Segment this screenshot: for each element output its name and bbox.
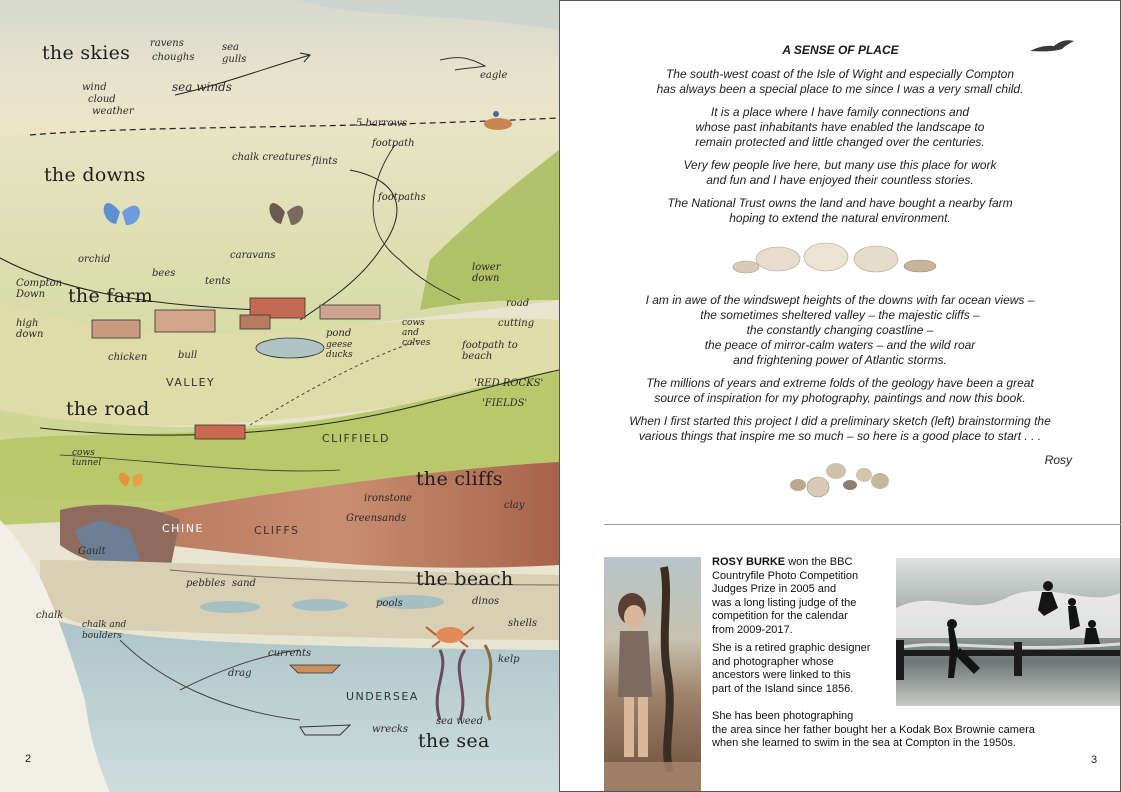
text-line: I am in awe of the windswept heights of the downs with far ocean views – [645, 293, 1035, 307]
label-the-cliffs: the cliffs [416, 468, 503, 490]
label-footpath-to-beach: footpath to beach [462, 340, 518, 362]
label-choughs: choughs [152, 52, 195, 63]
label-geese-ducks: geese ducks [326, 340, 353, 360]
label-pond: pond [326, 328, 352, 339]
label-cows-and-calves: cows and calves [402, 318, 431, 348]
bio-line: the area since her father bought her a Kodak Box Brownie camera [712, 723, 1035, 736]
top-paras-paragraph [590, 158, 1090, 188]
text-line: and frightening power of Atlantic storms. [733, 353, 947, 367]
bio-line: ancestors were linked to this [712, 669, 851, 681]
label-chalk-and-boulders: chalk and boulders [82, 620, 127, 641]
label-5-barrows: 5 barrows [356, 118, 408, 129]
text-line: the constantly changing coastline – [746, 323, 934, 337]
label-kelp: kelp [498, 654, 520, 665]
text-line: It is a place where I have family connections and [710, 105, 970, 119]
main-paragraphs [590, 293, 1090, 444]
page-number-left: 2 [25, 753, 32, 765]
label-gault: Gault [78, 546, 106, 557]
text-line: source of inspiration for my photography, paintings and now this book. [654, 391, 1026, 405]
label-chicken: chicken [108, 352, 148, 363]
section-divider [604, 524, 1121, 525]
label-currents: currents [268, 648, 312, 659]
label-shells: shells [508, 618, 538, 629]
text-line: various things that inspire me so much – so here is a good place to start . . . [638, 429, 1042, 443]
label-valley: VALLEY [166, 376, 216, 389]
label-pools: pools [376, 598, 403, 609]
bio-paragraph-1 [712, 570, 902, 638]
label-sea-weed: sea weed [436, 716, 483, 727]
photo-child-with-seaweed [604, 557, 701, 791]
bio-line: She is a retired graphic designer [712, 642, 871, 654]
right-page-text [560, 0, 1121, 792]
label-pebbles: pebbles [186, 578, 226, 589]
label-wind: wind [82, 82, 107, 93]
label-bull: bull [178, 350, 198, 361]
bio-name: ROSY BURKE [712, 556, 786, 568]
label-bees: bees [152, 268, 176, 279]
text-line: and fun and I have enjoyed their countless stories. [706, 173, 974, 187]
label-cloud: cloud [88, 94, 116, 105]
text-line: the sometimes sheltered valley – the majestic cliffs – [700, 308, 980, 322]
label-dinos: dinos [472, 596, 500, 607]
label-the-beach: the beach [416, 568, 514, 590]
top-paras-paragraph [590, 67, 1090, 97]
bottom-paras-paragraph [590, 293, 1090, 368]
page-title: A SENSE OF PLACE [782, 43, 899, 57]
bottom-paras-paragraph [590, 414, 1090, 444]
bio-block-2 [712, 710, 1092, 751]
label-caravans: caravans [230, 250, 276, 261]
label-chalk-creatures: chalk creatures [232, 152, 311, 163]
bio-block-1 [712, 556, 902, 696]
bio-line: was a long listing judge of the [712, 596, 857, 609]
label-flints: flints [312, 156, 338, 167]
label-the-farm: the farm [68, 285, 154, 307]
shells-cluster-illustration [788, 459, 898, 499]
bio-line: part of the Island since 1856. [712, 682, 854, 695]
text-line: The south-west coast of the Isle of Wight and especially Compton [665, 67, 1015, 81]
label-drag: drag [228, 668, 252, 679]
page-number-right: 3 [1091, 754, 1098, 766]
label-fields: 'FIELDS' [482, 398, 528, 409]
label-cliffield: CLIFFIELD [322, 432, 391, 445]
label-chalk: chalk [36, 610, 64, 621]
text-line: hoping to extend the natural environment. [729, 211, 951, 225]
text-line: Very few people live here, but many use this place for work [683, 158, 997, 172]
bio-paragraph-2 [712, 642, 902, 696]
text-line: The National Trust owns the land and have bought a nearby farm [667, 196, 1013, 210]
shells-row-top-illustration [730, 239, 940, 275]
label-ravens: ravens [150, 38, 184, 49]
label-ironstone: ironstone [364, 493, 412, 504]
bio-line: Countryfile Photo Competition [712, 569, 859, 582]
label-orchid: orchid [78, 254, 111, 265]
label-sea: sea [222, 42, 240, 53]
signature: Rosy [1044, 453, 1072, 467]
label-cliffs-caps: CLIFFS [254, 524, 300, 537]
label-eagle: eagle [480, 70, 508, 81]
top-paras-paragraph [590, 196, 1090, 226]
label-greensands: Greensands [346, 513, 407, 524]
label-cutting: cutting [498, 318, 535, 329]
label-weather: weather [92, 106, 134, 117]
photo-surf-waves [896, 558, 1120, 706]
bottom-paras-paragraph [590, 376, 1090, 406]
label-compton-down: Compton Down [16, 278, 63, 300]
label-road: road [506, 298, 530, 309]
left-page-sketch-map [0, 0, 559, 792]
label-cows-tunnel: cows tunnel [72, 448, 102, 468]
text-line: The millions of years and extreme folds of the geology have been a great [646, 376, 1034, 390]
top-paras-paragraph [590, 105, 1090, 150]
sketch-map-illustration [0, 0, 559, 792]
label-footpath: footpath [372, 138, 415, 149]
label-the-skies: the skies [42, 42, 131, 64]
text-line: whose past inhabitants have enabled the landscape to [695, 120, 985, 134]
text-line: has always been a special place to me since I was a very small child. [656, 82, 1024, 96]
label-red-rocks: 'RED ROCKS' [474, 378, 544, 389]
bio-line: She has been photographing [712, 710, 854, 722]
bird-icon [1028, 37, 1076, 57]
bio-paragraph-3 [712, 710, 1092, 751]
label-the-downs: the downs [44, 164, 146, 186]
bio-line-intro: won the BBC [785, 556, 853, 568]
label-chine: CHINE [162, 522, 204, 535]
text-line: remain protected and little changed over the centuries. [695, 135, 985, 149]
bio-line: Judges Prize in 2005 and [712, 583, 837, 595]
label-lower-down: lower down [472, 262, 501, 284]
text-line: the peace of mirror-calm waters – and the wild roar [704, 338, 976, 352]
text-line: When I first started this project I did a preliminary sketch (left) brainstorming the [629, 414, 1051, 428]
bio-line: from 2009-2017. [712, 623, 793, 636]
label-sand: sand [232, 578, 256, 589]
label-clay: clay [504, 500, 525, 511]
label-the-road: the road [66, 398, 150, 420]
label-footpaths: footpaths [378, 192, 426, 203]
label-the-sea: the sea [418, 730, 490, 752]
bio-line: when she learned to swim in the sea at Compton in the 1950s. [712, 737, 1016, 749]
label-gulls: gulls [222, 54, 247, 65]
bio-line: competition for the calendar [712, 610, 848, 622]
label-wrecks: wrecks [372, 724, 409, 735]
bio-line: and photographer whose [712, 655, 834, 668]
label-undersea: UNDERSEA [346, 690, 419, 703]
label-high-down: high down [16, 318, 44, 340]
intro-paragraphs [590, 67, 1090, 226]
label-tents: tents [205, 276, 231, 287]
label-sea-winds: sea winds [172, 80, 232, 94]
